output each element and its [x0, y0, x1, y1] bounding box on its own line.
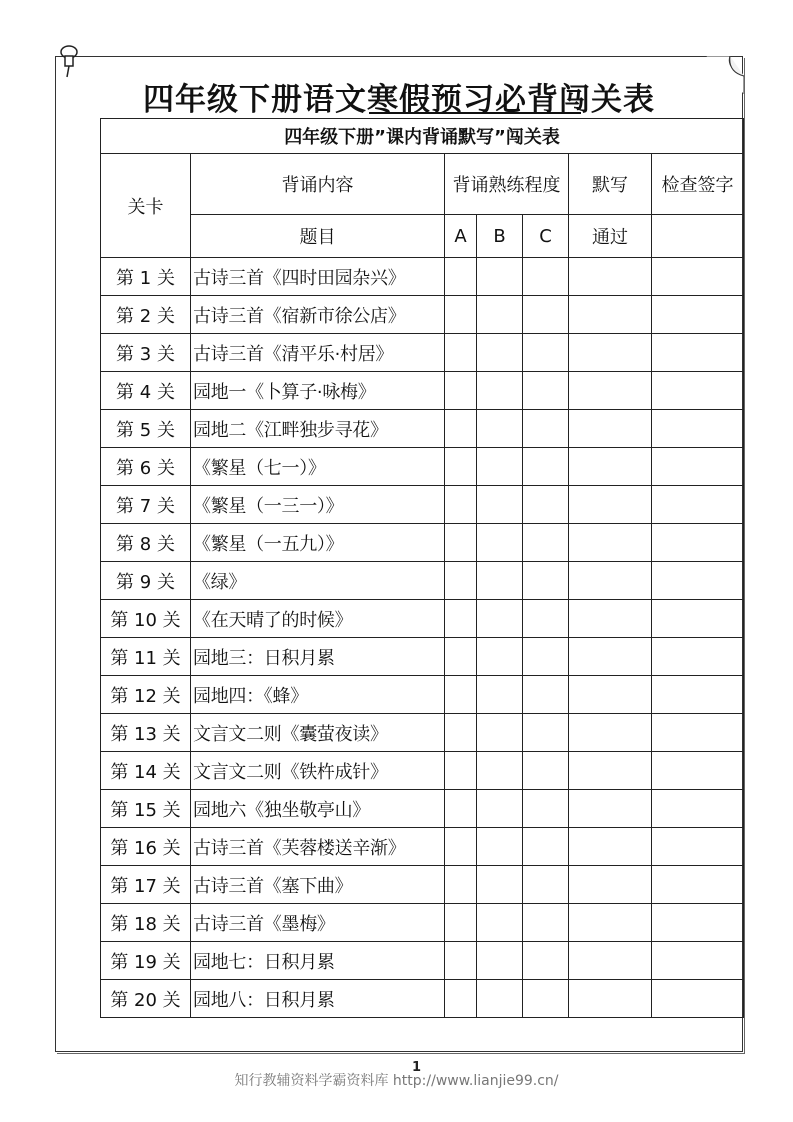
row-level: 第 13 关	[101, 714, 191, 752]
dictation-pass-cell[interactable]	[569, 638, 652, 676]
table-row	[101, 486, 744, 524]
row-level: 第 4 关	[101, 372, 191, 410]
table-row	[101, 524, 744, 562]
table-row	[101, 714, 744, 752]
grade-a-cell[interactable]	[445, 448, 477, 486]
signature-cell[interactable]	[652, 524, 744, 562]
recitation-table	[100, 118, 744, 1018]
grade-a-cell[interactable]	[445, 942, 477, 980]
header-content: 背诵内容	[191, 154, 445, 215]
grade-b-cell[interactable]	[477, 638, 523, 676]
row-level: 第 8 关	[101, 524, 191, 562]
row-topic: 园地七：日积月累	[191, 942, 445, 980]
table-row	[101, 372, 744, 410]
grade-c-cell[interactable]	[523, 600, 569, 638]
row-topic: 古诗三首《芙蓉楼送辛渐》	[191, 828, 445, 866]
signature-cell[interactable]	[652, 942, 744, 980]
grade-c-cell[interactable]	[523, 448, 569, 486]
row-topic: 古诗三首《四时田园杂兴》	[191, 258, 445, 296]
row-level: 第 1 关	[101, 258, 191, 296]
dictation-pass-cell[interactable]	[569, 942, 652, 980]
row-topic: 园地三：日积月累	[191, 638, 445, 676]
dictation-pass-cell[interactable]	[569, 714, 652, 752]
row-level: 第 17 关	[101, 866, 191, 904]
grade-b-cell[interactable]	[477, 714, 523, 752]
grade-a-cell[interactable]	[445, 980, 477, 1018]
dictation-pass-cell[interactable]	[569, 524, 652, 562]
dictation-pass-cell[interactable]	[569, 258, 652, 296]
row-topic: 《繁星（一五九）》	[191, 524, 445, 562]
header-pass: 通过	[569, 215, 652, 258]
page-number: 1	[412, 1060, 422, 1075]
row-level: 第 3 关	[101, 334, 191, 372]
dictation-pass-cell[interactable]	[569, 448, 652, 486]
dictation-pass-cell[interactable]	[569, 296, 652, 334]
table-row	[101, 752, 744, 790]
table-row	[101, 562, 744, 600]
row-topic: 文言文二则《囊萤夜读》	[191, 714, 445, 752]
row-topic: 文言文二则《铁杵成针》	[191, 752, 445, 790]
table-row	[101, 638, 744, 676]
grade-c-cell[interactable]	[523, 866, 569, 904]
grade-c-cell[interactable]	[523, 486, 569, 524]
header-grade-b: B	[477, 215, 523, 258]
header-check-signature: 检查签字	[652, 154, 744, 215]
title-underline	[369, 112, 581, 114]
row-level: 第 19 关	[101, 942, 191, 980]
signature-cell[interactable]	[652, 258, 744, 296]
row-level: 第 15 关	[101, 790, 191, 828]
grade-b-cell[interactable]	[477, 296, 523, 334]
grade-b-cell[interactable]	[477, 486, 523, 524]
grade-a-cell[interactable]	[445, 790, 477, 828]
header-topic: 题目	[191, 215, 445, 258]
grade-c-cell[interactable]	[523, 562, 569, 600]
signature-cell[interactable]	[652, 866, 744, 904]
grade-c-cell[interactable]	[523, 980, 569, 1018]
row-topic: 园地八：日积月累	[191, 980, 445, 1018]
signature-cell[interactable]	[652, 980, 744, 1018]
grade-b-cell[interactable]	[477, 410, 523, 448]
row-topic: 《繁星（一三一）》	[191, 486, 445, 524]
grade-c-cell[interactable]	[523, 372, 569, 410]
grade-a-cell[interactable]	[445, 676, 477, 714]
grade-a-cell[interactable]	[445, 296, 477, 334]
signature-cell[interactable]	[652, 752, 744, 790]
grade-b-cell[interactable]	[477, 866, 523, 904]
signature-cell[interactable]	[652, 410, 744, 448]
grade-a-cell[interactable]	[445, 410, 477, 448]
dictation-pass-cell[interactable]	[569, 600, 652, 638]
table-row	[101, 866, 744, 904]
grade-b-cell[interactable]	[477, 258, 523, 296]
row-topic: 园地一《卜算子·咏梅》	[191, 372, 445, 410]
grade-c-cell[interactable]	[523, 752, 569, 790]
signature-cell[interactable]	[652, 296, 744, 334]
grade-c-cell[interactable]	[523, 828, 569, 866]
row-level: 第 5 关	[101, 410, 191, 448]
grade-c-cell[interactable]	[523, 334, 569, 372]
table-row	[101, 258, 744, 296]
table-row	[101, 828, 744, 866]
grade-a-cell[interactable]	[445, 638, 477, 676]
dictation-pass-cell[interactable]	[569, 828, 652, 866]
row-topic: 园地六《独坐敬亭山》	[191, 790, 445, 828]
table-row	[101, 296, 744, 334]
grade-b-cell[interactable]	[477, 372, 523, 410]
table-row	[101, 410, 744, 448]
row-level: 第 10 关	[101, 600, 191, 638]
table-row	[101, 942, 744, 980]
grade-c-cell[interactable]	[523, 790, 569, 828]
page-title: 四年级下册语文寒假预习必背闯关表	[143, 82, 655, 118]
row-topic: 古诗三首《宿新市徐公店》	[191, 296, 445, 334]
row-topic: 园地四：《蜂》	[191, 676, 445, 714]
grade-c-cell[interactable]	[523, 524, 569, 562]
grade-a-cell[interactable]	[445, 334, 477, 372]
grade-c-cell[interactable]	[523, 942, 569, 980]
row-level: 第 9 关	[101, 562, 191, 600]
dictation-pass-cell[interactable]	[569, 410, 652, 448]
signature-cell[interactable]	[652, 904, 744, 942]
row-level: 第 2 关	[101, 296, 191, 334]
dictation-pass-cell[interactable]	[569, 752, 652, 790]
dictation-pass-cell[interactable]	[569, 980, 652, 1018]
row-level: 第 20 关	[101, 980, 191, 1018]
grade-b-cell[interactable]	[477, 676, 523, 714]
grade-b-cell[interactable]	[477, 448, 523, 486]
table-row	[101, 980, 744, 1018]
grade-c-cell[interactable]	[523, 296, 569, 334]
row-level: 第 7 关	[101, 486, 191, 524]
row-topic: 《在天晴了的时候》	[191, 600, 445, 638]
table-row	[101, 676, 744, 714]
signature-cell[interactable]	[652, 714, 744, 752]
grade-b-cell[interactable]	[477, 600, 523, 638]
grade-b-cell[interactable]	[477, 942, 523, 980]
grade-b-cell[interactable]	[477, 790, 523, 828]
row-level: 第 11 关	[101, 638, 191, 676]
grade-c-cell[interactable]	[523, 258, 569, 296]
signature-cell[interactable]	[652, 638, 744, 676]
dictation-pass-cell[interactable]	[569, 904, 652, 942]
table-row	[101, 600, 744, 638]
pushpin-icon	[58, 44, 80, 78]
grade-a-cell[interactable]	[445, 904, 477, 942]
header-level: 关卡	[101, 154, 191, 258]
grade-c-cell[interactable]	[523, 676, 569, 714]
grade-c-cell[interactable]	[523, 638, 569, 676]
grade-b-cell[interactable]	[477, 828, 523, 866]
signature-cell[interactable]	[652, 562, 744, 600]
signature-cell[interactable]	[652, 828, 744, 866]
row-level: 第 6 关	[101, 448, 191, 486]
row-topic: 古诗三首《塞下曲》	[191, 866, 445, 904]
grade-a-cell[interactable]	[445, 828, 477, 866]
grade-b-cell[interactable]	[477, 562, 523, 600]
table-row	[101, 448, 744, 486]
signature-cell[interactable]	[652, 676, 744, 714]
header-grade-c: C	[523, 215, 569, 258]
grade-a-cell[interactable]	[445, 600, 477, 638]
row-topic: 园地二《江畔独步寻花》	[191, 410, 445, 448]
row-topic: 古诗三首《清平乐·村居》	[191, 334, 445, 372]
dictation-pass-cell[interactable]	[569, 676, 652, 714]
signature-cell[interactable]	[652, 600, 744, 638]
grade-a-cell[interactable]	[445, 258, 477, 296]
signature-cell[interactable]	[652, 372, 744, 410]
table-subtitle: 四年级下册”课内背诵默写”闯关表	[101, 119, 744, 154]
grade-a-cell[interactable]	[445, 562, 477, 600]
table-row	[101, 904, 744, 942]
dictation-pass-cell[interactable]	[569, 866, 652, 904]
row-level: 第 16 关	[101, 828, 191, 866]
grade-b-cell[interactable]	[477, 904, 523, 942]
header-fluency: 背诵熟练程度	[445, 154, 569, 215]
grade-c-cell[interactable]	[523, 410, 569, 448]
grade-a-cell[interactable]	[445, 714, 477, 752]
grade-b-cell[interactable]	[477, 980, 523, 1018]
header-empty	[652, 215, 744, 258]
footer-watermark: 知行教辅资料学霸资料库 http://www.lianjie99.cn/	[234, 1073, 559, 1089]
row-topic: 古诗三首《墨梅》	[191, 904, 445, 942]
table-row	[101, 790, 744, 828]
grade-b-cell[interactable]	[477, 334, 523, 372]
row-level: 第 18 关	[101, 904, 191, 942]
grade-a-cell[interactable]	[445, 524, 477, 562]
table-row	[101, 334, 744, 372]
dictation-pass-cell[interactable]	[569, 562, 652, 600]
grade-a-cell[interactable]	[445, 486, 477, 524]
row-topic: 《繁星（七一）》	[191, 448, 445, 486]
signature-cell[interactable]	[652, 334, 744, 372]
grade-a-cell[interactable]	[445, 372, 477, 410]
dictation-pass-cell[interactable]	[569, 334, 652, 372]
header-grade-a: A	[445, 215, 477, 258]
header-dictation: 默写	[569, 154, 652, 215]
signature-cell[interactable]	[652, 486, 744, 524]
grade-a-cell[interactable]	[445, 866, 477, 904]
grade-c-cell[interactable]	[523, 714, 569, 752]
dictation-pass-cell[interactable]	[569, 372, 652, 410]
row-topic: 《绿》	[191, 562, 445, 600]
grade-c-cell[interactable]	[523, 904, 569, 942]
grade-b-cell[interactable]	[477, 524, 523, 562]
signature-cell[interactable]	[652, 790, 744, 828]
grade-b-cell[interactable]	[477, 752, 523, 790]
dictation-pass-cell[interactable]	[569, 790, 652, 828]
row-level: 第 12 关	[101, 676, 191, 714]
grade-a-cell[interactable]	[445, 752, 477, 790]
row-level: 第 14 关	[101, 752, 191, 790]
dictation-pass-cell[interactable]	[569, 486, 652, 524]
signature-cell[interactable]	[652, 448, 744, 486]
